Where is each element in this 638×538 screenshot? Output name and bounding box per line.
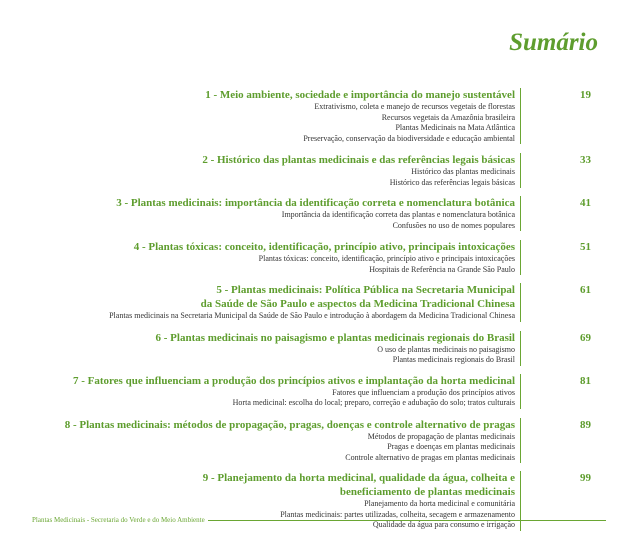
chapter-page-number: 41 [580,197,591,209]
toc-chapter-8 [0,418,638,464]
chapter-subtopic: Pragas e doenças em plantas medicinais [387,442,515,451]
chapter-heading[interactable]: 8 - Plantas medicinais: métodos de propagação, pragas, doenças e controle alternativo de pragas [64,418,515,431]
chapter-page-number: 69 [580,331,591,344]
chapter-subtopic: Extrativismo, coleta e manejo de recursos vegetais de florestas [314,102,515,111]
chapter-page-number: 33 [580,154,591,166]
chapter-heading[interactable]: 9 - Planejamento da horta medicinal, qualidade da água, colheita e [202,472,515,484]
chapter-page-number: 89 [580,418,591,431]
chapter-subtopic: Confusões no uso de nomes populares [392,220,515,230]
chapter-heading[interactable]: 2 - Histórico das plantas medicinais e das referências legais básicas [202,154,515,166]
chapter-subtopic: Hospitais de Referência na Grande São Paulo [369,264,515,274]
toc-chapter-2 [0,153,638,188]
chapter-subtopic: Qualidade da água para consumo e irrigação [372,520,515,529]
chapter-subtopic: Histórico das referências legais básicas [389,177,515,187]
chapter-subtopic: Plantas medicinais: partes utilizadas, colheita, secagem e armazenamento [280,509,515,519]
chapter-subtopic: Plantas medicinais regionais do Brasil [392,355,515,364]
chapter-heading[interactable]: 7 - Fatores que influenciam a produção dos princípios ativos e implantação da horta medicinal [72,374,515,387]
toc-chapter-4 [0,240,638,275]
footer-text: Plantas Medicinais - Secretaria do Verde e do Meio Ambiente [32,516,205,524]
chapter-heading[interactable]: 3 - Plantas medicinais: importância da identificação correta e nomenclatura botânica [116,197,515,209]
chapter-subtopic: Horta medicinal: escolha do local; preparo, correção e adubação do solo; tratos culturais [232,398,515,407]
chapter-heading[interactable]: da Saúde de São Paulo e aspectos da Medicina Tradicional Chinesa [200,298,515,310]
toc-chapter-7 [0,374,638,409]
chapter-heading[interactable]: 1 - Meio ambiente, sociedade e importância do manejo sustentável [205,89,515,101]
toc-chapter-5 [0,283,638,322]
chapter-page-number: 51 [580,241,591,253]
toc-chapter-6 [0,331,638,366]
chapter-subtopic: Histórico das plantas medicinais [411,167,515,176]
chapter-subtopic: Preservação, conservação da biodiversidade e educação ambiental [303,133,515,143]
footer [32,516,606,524]
toc-chapter-1 [0,88,638,144]
chapter-subtopic: Métodos de propagação de plantas medicinais [367,431,515,441]
chapter-subtopic: O uso de plantas medicinais no paisagismo [377,344,515,354]
page-title: Sumário [509,29,598,56]
chapter-subtopic: Plantas medicinais na Secretaria Municipal da Saúde de São Paulo e introdução à abordagem da Medicina Tradicional Chinesa [109,311,515,320]
chapter-heading[interactable]: 4 - Plantas tóxicas: conceito, identificação, princípio ativo, principais intoxicações [133,241,515,253]
chapter-subtopic: Planejamento da horta medicinal e comunitária [364,499,515,508]
footer-rule [208,520,606,521]
chapter-subtopic: Plantas tóxicas: conceito, identificação, princípio ativo e principais intoxicações [258,254,515,263]
chapter-subtopic: Fatores que influenciam a produção dos princípios ativos [332,387,515,397]
chapter-subtopic: Controle alternativo de pragas em plantas medicinais [345,452,515,462]
chapter-heading[interactable]: 6 - Plantas medicinais no paisagismo e plantas medicinais regionais do Brasil [155,331,515,344]
toc-chapter-3 [0,196,638,231]
chapter-subtopic: Plantas Medicinais na Mata Atlântica [395,123,515,132]
chapter-subtopic: Recursos vegetais da Amazônia brasileira [381,112,515,122]
chapter-page-number: 61 [580,284,591,296]
chapter-page-number: 19 [580,89,591,101]
chapter-subtopic: Importância da identificação correta das plantas e nomenclatura botânica [281,210,515,219]
table-of-contents [0,88,638,531]
chapter-heading[interactable]: beneficiamento de plantas medicinais [339,486,515,498]
chapter-page-number: 99 [580,472,591,484]
chapter-heading[interactable]: 5 - Plantas medicinais: Política Pública na Secretaria Municipal [216,284,515,296]
chapter-page-number: 81 [580,374,591,387]
